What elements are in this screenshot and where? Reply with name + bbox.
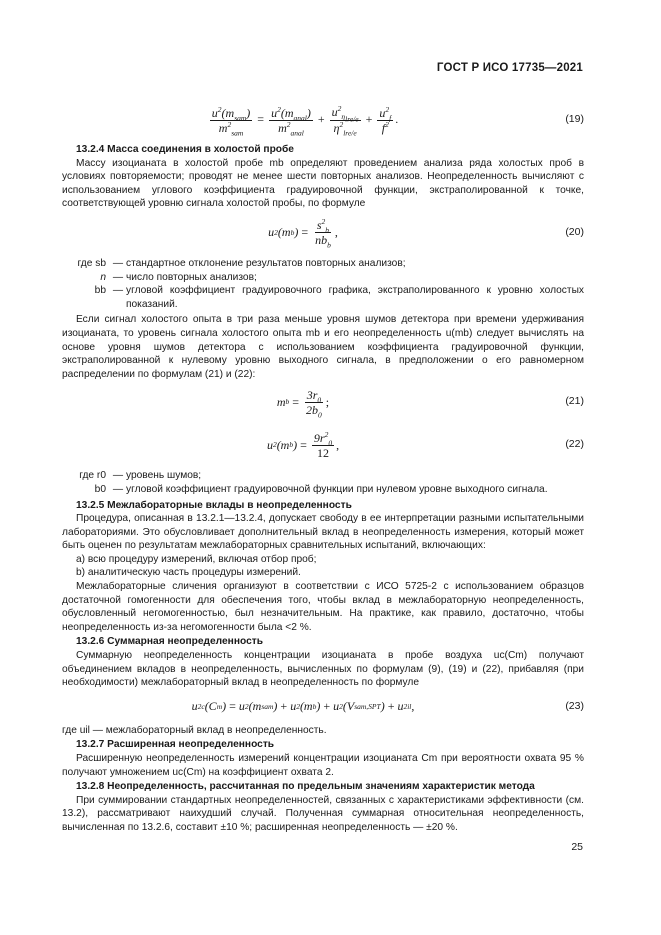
equation-20-expression: u 2 (m b ) = $\frac{s^2_b}{nb_b}$ , — [268, 217, 338, 250]
equation-22-number: (22) — [565, 438, 584, 451]
equation-22-expression: u 2 (m b ) = $\frac{9r^2_0}{12}$ , — [266, 429, 340, 460]
section-13-2-5-paragraph: Процедура, описанная в 13.2.1—13.2.4, допускает свободу в ее интерпретации разными испытательными лабораториями. Это обусловливает дополнительный вклад в неопределенность измерения, который может быть оценен по результатам межлабораторных сравнительных испытаний, включающих: — [62, 513, 584, 552]
equation-23-definition: где uil — межлабораторный вклад в неопределенность. — [62, 724, 327, 736]
definition-row: n — число повторных анализов; — [100, 271, 257, 283]
equation-21-expression: m b = $\frac{3r_0}{2b_0}$ ; — [276, 387, 330, 420]
section-13-2-5-heading: 13.2.5 Межлабораторные вклады в неопределенность — [76, 499, 352, 511]
equation-20-definitions — [62, 257, 584, 311]
equation-23 — [62, 690, 584, 724]
page-body — [62, 98, 584, 835]
section-13-2-7-paragraph: Расширенную неопределенность измерений концентрации изоцианата Cm при вероятности охвата 95 % получают умножением uc(Cm) на коэффициент охвата 2. — [62, 753, 584, 778]
equation-20 — [62, 211, 584, 255]
equation-19 — [62, 98, 584, 142]
list-item-b: b) аналитическую часть процедуры измерений. — [76, 567, 301, 579]
section-13-2-6-paragraph: Суммарную неопределенность концентрации изоцианата в пробе воздуха uc(Cm) получают объединением вкладов в неопределенность, вычисленных по формулам (9), (19) и (22), прибавляя (при необходимости) межлабораторный вклад в неопределенность по формуле — [62, 650, 584, 689]
section-13-2-8-heading: 13.2.8 Неопределенность, рассчитанная по предельным значениям характеристик метода — [76, 781, 535, 793]
page-number: 25 — [571, 841, 583, 854]
section-13-2-8-paragraph: При суммировании стандартных неопределенностей, связанных с характеристиками эффективности (см. 13.2), рассматривают наихудший случай. Полученная суммарная относительная неопределенность, вычисленная по 13.2.6, составит ±10 %; расширенная неопределенность — ±20 %. — [62, 794, 584, 833]
section-13-2-4-heading: 13.2.4 Масса соединения в холостой пробе — [76, 144, 294, 155]
section-13-2-6-heading: 13.2.6 Суммарная неопределенность — [76, 636, 263, 648]
definition-row: где sb — стандартное отклонение результатов повторных анализов; — [77, 257, 406, 269]
equation-23-number: (23) — [565, 700, 584, 713]
equation-22 — [62, 423, 584, 467]
equation-21-number: (21) — [565, 395, 584, 408]
equation-19-number: (19) — [565, 113, 584, 126]
definition-row: b0 — угловой коэффициент градуировочной функции при нулевом уровне выходного сигнала. — [94, 483, 548, 495]
equation-21 — [62, 381, 584, 423]
equation-22-definitions — [62, 469, 584, 496]
noise-paragraph: Если сигнал холостого опыта в три раза меньше уровня шумов детектора при времени удерживания изоцианата, то уровень сигнала холостого опыта mb и его неопределенность u(mb) следует вычислять на основе уровня шумов детектора с использованием коэффициента градуировочной функции, экстраполированной к нулевому уровню выходного сигнала, в предположении о его равномерном распределении по формулам (21) и (22): — [62, 314, 584, 380]
section-13-2-4-paragraph: Массу изоцианата в холостой пробе mb определяют проведением анализа ряда холостых проб в условиях повторяемости; проводят не менее шести повторных анализов. Неопределенность вычисляют с использованием углового коэффициента градуировочной функции, экстраполированной к точке, соответствующей уровню сигнала холостой пробы, по формуле — [62, 157, 584, 210]
section-13-2-7-heading: 13.2.7 Расширенная неопределенность — [76, 739, 275, 751]
equation-23-expression: u 2 c (C m ) = u 2 (m sam ) + u 2 (m b ) + u 2 (V sam,SPT ) + u 2 il , — [191, 699, 415, 714]
definition-row: bb — угловой коэффициент градуировочного графика, экстраполированного к уровню холостых показаний. — [94, 285, 584, 310]
equation-19-expression: $\frac{u^2(m_{sam})}{m^2_{sam}}$ = $\frac{u^2(m_{anal})}{m^2_{anal}}$ + $\frac{u^2_{\eta_{lre/e}}}{\eta^2_{lre/e}}$ + $\frac{u^2_f}{f^2}$ . — [211, 103, 399, 138]
definition-row: где r0 — уровень шумов; — [79, 470, 202, 482]
equation-20-number: (20) — [565, 226, 584, 239]
document-header: ГОСТ Р ИСО 17735—2021 — [436, 62, 583, 74]
list-item-a: а) всю процедуру измерений, включая отбор проб; — [76, 553, 317, 565]
section-13-2-5-paragraph-2: Межлабораторные сличения организуют в соответствии с ИСО 5725-2 с использованием образцов достаточной гомогенности для обеспечения того, чтобы вклад в межлабораторную неопределенность, обусловленный негомогенностью, был незначительным. На практике, как правило, достаточно, чтобы неопределенность из-за негомогенности была <2 %. — [62, 581, 584, 633]
